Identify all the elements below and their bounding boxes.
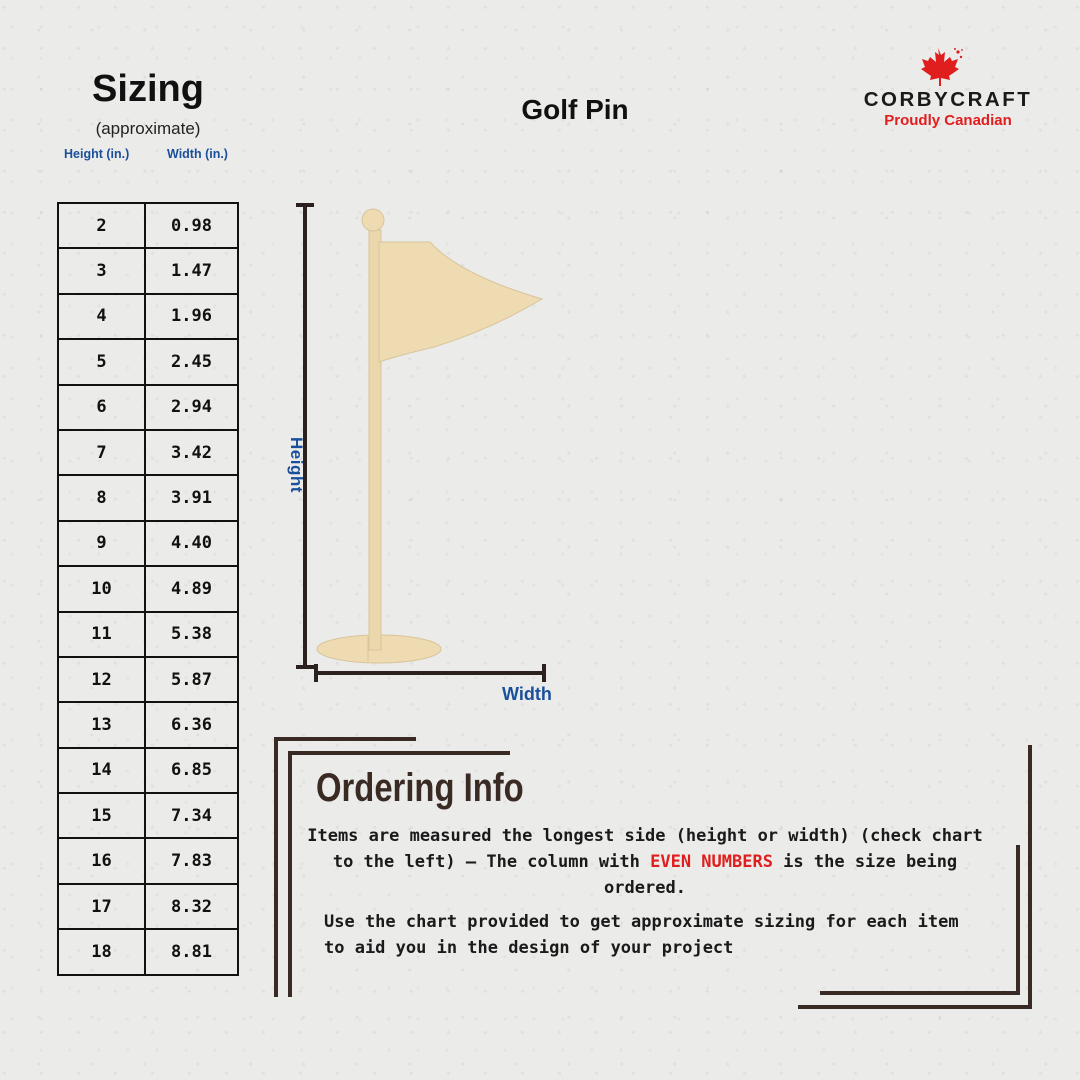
height-dimension-line — [296, 205, 314, 667]
table-row — [58, 748, 238, 793]
ordering-info-paragraph-1 — [300, 823, 990, 901]
width-cell: 3.42 — [145, 430, 238, 475]
maple-leaf-icon — [916, 46, 964, 86]
height-cell: 2 — [58, 203, 145, 248]
width-cell: 1.96 — [145, 294, 238, 339]
ordering-info-paragraph-2: Use the chart provided to get approximate sizing for each item to aid you in the design of your project — [324, 912, 959, 958]
height-cell: 12 — [58, 657, 145, 702]
sizing-title: Sizing — [92, 68, 204, 110]
para1-text-start: Items are measured the longest side (height or width) (check chart to the left) – The column with — [307, 826, 983, 872]
table-row — [58, 475, 238, 520]
table-row — [58, 884, 238, 929]
table-row — [58, 339, 238, 384]
golf-pin-flag-icon — [317, 209, 542, 663]
width-cell: 5.87 — [145, 657, 238, 702]
golf-pin-illustration — [290, 195, 560, 685]
table-row — [58, 248, 238, 293]
width-cell: 5.38 — [145, 612, 238, 657]
height-cell: 8 — [58, 475, 145, 520]
height-label: Height — [287, 437, 306, 493]
width-column-header: Width (in.) — [167, 147, 228, 161]
table-row — [58, 521, 238, 566]
height-cell: 14 — [58, 748, 145, 793]
brand-tagline: Proudly Canadian — [884, 112, 1012, 129]
table-row — [58, 657, 238, 702]
product-title: Golf Pin — [521, 94, 629, 125]
sizing-table — [57, 202, 239, 976]
width-dimension-line — [316, 664, 544, 682]
height-cell: 17 — [58, 884, 145, 929]
width-cell: 1.47 — [145, 248, 238, 293]
width-cell: 8.81 — [145, 929, 238, 974]
table-row — [58, 702, 238, 747]
table-row — [58, 430, 238, 475]
height-cell: 7 — [58, 430, 145, 475]
height-cell: 9 — [58, 521, 145, 566]
brand-name: CORBYCRAFT — [863, 88, 1033, 111]
para1-text-end: is the size being ordered. — [604, 852, 958, 898]
table-row — [58, 294, 238, 339]
height-cell: 16 — [58, 838, 145, 883]
table-row — [58, 793, 238, 838]
width-cell: 6.85 — [145, 748, 238, 793]
height-cell: 5 — [58, 339, 145, 384]
width-cell: 6.36 — [145, 702, 238, 747]
width-cell: 0.98 — [145, 203, 238, 248]
table-row — [58, 566, 238, 611]
ordering-info-title: Ordering Info — [316, 766, 524, 810]
sizing-subtitle: (approximate) — [95, 119, 201, 138]
width-cell: 7.34 — [145, 793, 238, 838]
width-cell: 2.45 — [145, 339, 238, 384]
height-cell: 11 — [58, 612, 145, 657]
height-cell: 4 — [58, 294, 145, 339]
table-row — [58, 203, 238, 248]
height-cell: 10 — [58, 566, 145, 611]
width-cell: 4.89 — [145, 566, 238, 611]
even-numbers-highlight: EVEN NUMBERS — [650, 852, 773, 872]
width-cell: 8.32 — [145, 884, 238, 929]
table-row — [58, 929, 238, 974]
table-row — [58, 385, 238, 430]
width-cell: 2.94 — [145, 385, 238, 430]
table-row — [58, 838, 238, 883]
height-cell: 13 — [58, 702, 145, 747]
width-cell: 3.91 — [145, 475, 238, 520]
height-cell: 6 — [58, 385, 145, 430]
width-cell: 7.83 — [145, 838, 238, 883]
height-cell: 18 — [58, 929, 145, 974]
height-column-header: Height (in.) — [64, 147, 130, 161]
height-cell: 3 — [58, 248, 145, 293]
table-row — [58, 612, 238, 657]
width-label: Width — [502, 684, 552, 704]
width-cell: 4.40 — [145, 521, 238, 566]
height-cell: 15 — [58, 793, 145, 838]
